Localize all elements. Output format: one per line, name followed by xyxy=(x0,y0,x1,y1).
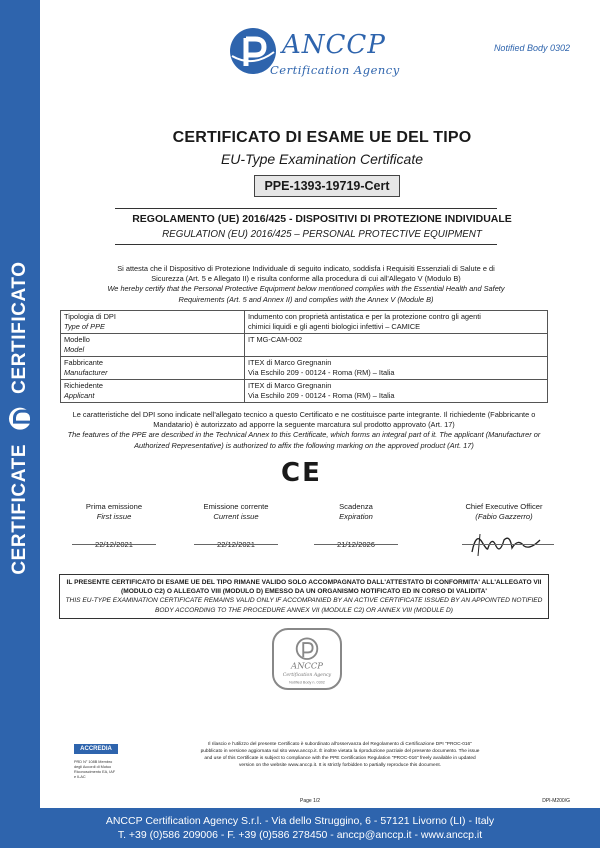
divider-top xyxy=(115,208,497,209)
table-row xyxy=(61,357,548,380)
regulation-note: Il rilascio e l'utilizzo del presente Certificato è subordinato all'osservanza del Regolamento di Certificazione DPI "PROC-016" pubblicato in versione aggiornata sul sito www.anccp.it. È inoltre vietata la riproduzione parziale del presente documento. The issue and use of this Certificate is subject to compliance with the PPE Certification Regulation "PROC-016" freely available in updated version on the website www.anccp.it. It is strictly forbidden to partially reproduce this document. xyxy=(200,742,480,768)
table-key: Tipologia di DPI Type of PPE xyxy=(61,311,245,334)
date-line xyxy=(194,544,278,545)
sidebar-label xyxy=(9,261,31,574)
stamp-icon xyxy=(272,628,342,690)
regulation-title-en: REGULATION (EU) 2016/425 – PERSONAL PROTECTIVE EQUIPMENT xyxy=(162,229,482,240)
table-row xyxy=(61,311,548,334)
table-value: ITEX di Marco Gregnanin Via Eschilo 209 - 00124 - Roma (RM) – Italia xyxy=(245,380,548,403)
ppe-info-table xyxy=(60,310,548,403)
ce-mark-icon: CE xyxy=(281,458,322,488)
current-issue: Emissione corrente Current issue xyxy=(203,502,269,521)
table-value: ITEX di Marco Gregnanin Via Eschilo 209 - 00124 - Roma (RM) – Italia xyxy=(245,357,548,380)
table-key: Modello Model xyxy=(61,334,245,357)
intro-it: Si attesta che il Dispositivo di Protezione Individuale di seguito indicato, soddisfa i Requisiti Essenziali di Salute e di Sicurezza (Art. 5 e Allegato II) e risulta conforme alla procedura di cui all'Allegato V (Modulo B) xyxy=(117,264,495,284)
validity-it: IL PRESENTE CERTIFICATO DI ESAME UE DEL TIPO RIMANE VALIDO SOLO ACCOMPAGNATO DALL'ATTESTATO DI CONFORMITA' ALL'ALLEGATO VII (MODULO C2) O ALLEGATO VIII (MODULO D) EMESSO DA UN ORGANISMO NOTIFICATO ED IN CORSO DI VALIDITA' xyxy=(66,579,542,596)
page-number: Page 1/2 xyxy=(300,798,321,804)
svg-text:ANCCP: ANCCP xyxy=(291,660,323,671)
divider-bottom xyxy=(115,244,497,245)
table-row xyxy=(61,380,548,403)
sidebar-text-certificate: CERTIFICATE xyxy=(9,443,30,575)
document-code: DPI-M200/G xyxy=(542,798,570,804)
accredia-logo: ACCREDIA xyxy=(74,744,118,754)
date-line xyxy=(314,544,398,545)
footer-address: ANCCP Certification Agency S.r.l. - Via dello Struggino, 6 - 57121 Livorno (LI) - Italy xyxy=(105,815,495,827)
table-value: Indumento con proprietà antistatica e per la protezione contro gli agenti chimici liquidi e gli agenti biologici infettivi – CAMICE xyxy=(245,311,548,334)
brand-name: ANCCP xyxy=(282,30,386,60)
ceo-name: (Fabio Gazzerro) xyxy=(475,512,533,521)
notified-body: Notified Body 0302 xyxy=(493,43,570,53)
svg-text:Notified Body n. 0302: Notified Body n. 0302 xyxy=(289,680,325,685)
page-title-en: EU-Type Examination Certificate xyxy=(220,151,424,167)
accredia-text: PRD N° 108B Membro degli Accordi di Mutuo Riconoscimento EA, IAF e ILAC xyxy=(74,760,116,779)
svg-text:Certification Agency: Certification Agency xyxy=(282,672,332,678)
validity-en: THIS EU-TYPE EXAMINATION CERTIFICATE REMAINS VALID ONLY IF ACCOMPANIED BY AN ACTIVE CERTIFICATE ISSUED BY AN APPOINTED NOTIFIED BODY ACCORDING TO THE PROCEDURE ANNEX VII (MODULE C2) OR ANNEX VIII (MODULE D) xyxy=(65,597,543,614)
intro-en: We hereby certify that the Personal Protective Equipment below mentioned complies with the Essential Health and Safety Requirements (Art. 5 and Annex II) and complies with the Annex V (Module B) xyxy=(107,284,505,304)
table-key: Richiedente Applicant xyxy=(61,380,245,403)
signature-line xyxy=(462,544,554,545)
page-title: CERTIFICATO DI ESAME UE DEL TIPO xyxy=(172,129,472,146)
intro-statement xyxy=(100,264,512,305)
first-issue: Prima emissione First issue xyxy=(85,502,143,521)
table-value: IT MG-CAM-002 xyxy=(245,334,548,357)
table-row xyxy=(61,334,548,357)
features-it: Le caratteristiche del DPI sono indicate nell'allegato tecnico a questo Certificato e ne costituisce parte integrante. Il richiedente (Fabbricante o Mandatario) è autorizzato ad apporre la seguente marcatura sul prodotto approvato (Art. 17) xyxy=(72,410,536,430)
ceo-title: Chief Executive Officer xyxy=(465,502,543,511)
features-statement xyxy=(60,410,548,451)
signature-icon xyxy=(466,528,546,558)
regulation-title: REGOLAMENTO (UE) 2016/425 - DISPOSITIVI DI PROTEZIONE INDIVIDUALE xyxy=(132,213,512,225)
validity-notice xyxy=(59,574,549,619)
date-line xyxy=(72,544,156,545)
anccp-logo-icon xyxy=(9,408,31,430)
ceo-block xyxy=(452,502,556,522)
footer xyxy=(0,808,600,848)
features-en: The features of the PPE are described in the Technical Annex to this Certificate, which forms an integral part of it. The applicant (Manufacturer or Authorized Representative) is authorized to affix the following marking on the approved product (Art. 17) xyxy=(67,430,541,450)
certificate-number: PPE-1393-19719-Cert xyxy=(254,175,400,197)
brand-subtitle: Certification Agency xyxy=(270,63,400,77)
footer-contacts: T. +39 (0)586 209006 - F. +39 (0)586 278450 - anccp@anccp.it - www.anccp.it xyxy=(117,829,483,841)
expiration: Scadenza Expiration xyxy=(339,502,373,521)
table-key: Fabbricante Manufacturer xyxy=(61,357,245,380)
sidebar-text-certificato: CERTIFICATO xyxy=(9,261,30,394)
